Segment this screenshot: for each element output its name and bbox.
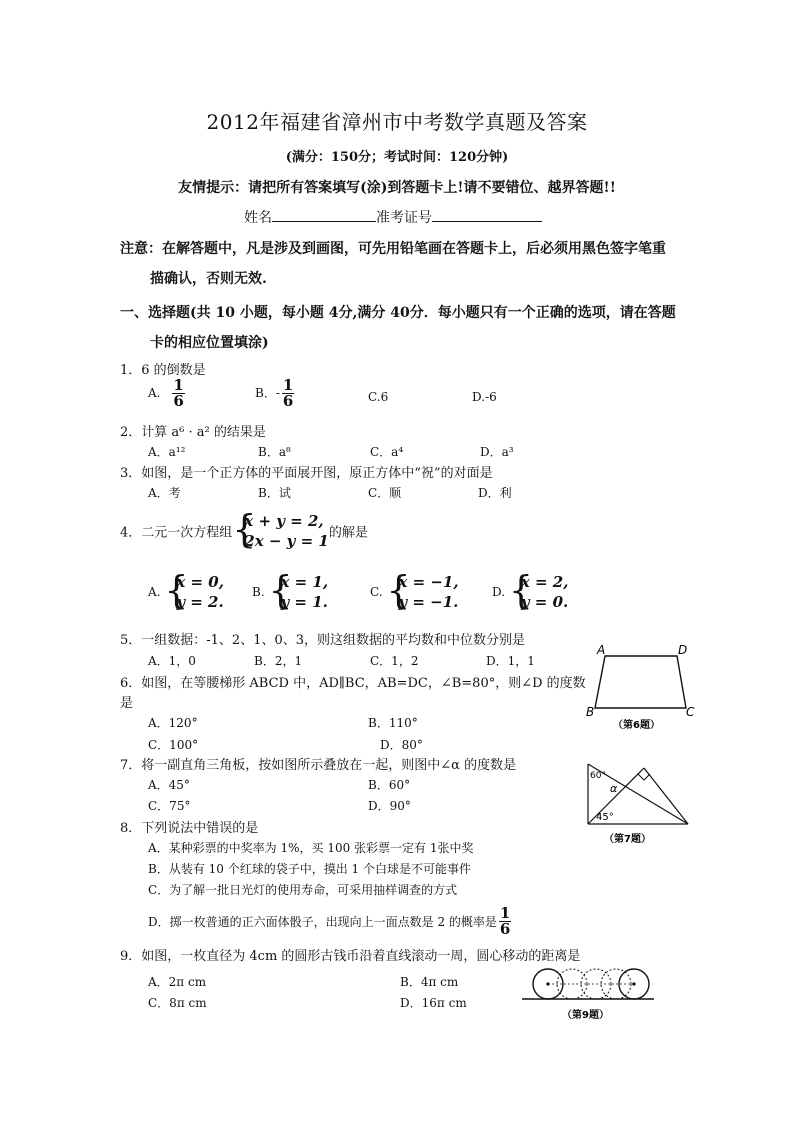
point-d-label: D bbox=[678, 643, 688, 657]
option-system bbox=[508, 568, 569, 612]
q1-option-d: D.-6 bbox=[472, 390, 497, 404]
q9-option-d: D．16π cm bbox=[400, 996, 467, 1010]
brace-icon: { bbox=[268, 568, 293, 612]
fraction-denominator: 6 bbox=[173, 392, 184, 410]
q5-stem: 5．一组数据：-1、2、1、0、3，则这组数据的平均数和中位数分别是 bbox=[120, 633, 526, 648]
option-system bbox=[268, 568, 329, 612]
option-system bbox=[164, 568, 224, 612]
page-title: 2012年福建省漳州市中考数学真题及答案 bbox=[206, 110, 588, 134]
fraction-denominator: 6 bbox=[282, 392, 294, 410]
q6-option-d: D．80° bbox=[380, 738, 423, 752]
q3-option-c: C．顺 bbox=[368, 486, 402, 500]
q2-option-d: D．a³ bbox=[480, 445, 514, 459]
option-label: D. bbox=[492, 585, 506, 599]
q6-option-b: B．110° bbox=[368, 716, 418, 730]
q8-option-d bbox=[148, 906, 511, 937]
brace-icon: { bbox=[386, 568, 411, 612]
fraction-numerator: 1 bbox=[499, 904, 511, 922]
q4-option-c bbox=[370, 568, 459, 612]
angle-60-label: 60° bbox=[590, 771, 606, 781]
q1-b-fraction bbox=[282, 378, 294, 409]
q8-stem: 8．下列说法中错误的是 bbox=[120, 821, 259, 836]
q7-stem: 7．将一副直角三角板，按如图所示叠放在一起，则图中∠α 的度数是 bbox=[120, 758, 517, 773]
q5-option-c: C．1，2 bbox=[370, 654, 419, 668]
option-line-1: x = 1, bbox=[280, 573, 329, 591]
notice-line-1: 注意：在解答题中，凡是涉及到画图，可先用铅笔画在答题卡上，后必须用黑色签字笔重 bbox=[120, 241, 666, 257]
q2-option-a: A．a¹² bbox=[148, 445, 186, 459]
exam-info: (满分：150分；考试时间：120分钟) bbox=[285, 150, 509, 165]
q4-stem-suffix: 的解是 bbox=[328, 525, 368, 541]
right-angle-mark bbox=[638, 774, 650, 780]
trapezoid-shape bbox=[595, 656, 686, 708]
q6-option-c: C．100° bbox=[148, 738, 199, 752]
q1-b-label: B．- bbox=[255, 386, 280, 400]
q9-rolling-coin-figure bbox=[520, 964, 660, 1024]
brace-icon: { bbox=[164, 568, 189, 612]
option-label: B. bbox=[252, 585, 265, 599]
q8-option-c: C．为了解一批日光灯的使用寿命，可采用抽样调查的方式 bbox=[148, 883, 458, 897]
name-blank bbox=[272, 207, 376, 222]
q1-option-b bbox=[255, 378, 294, 409]
fraction-numerator: 1 bbox=[282, 376, 294, 394]
name-id-line bbox=[244, 207, 542, 227]
q7-option-a: A．45° bbox=[148, 778, 190, 792]
option-line-2: y = 2. bbox=[176, 593, 224, 611]
q8-option-b: B．从装有 10 个红球的袋子中，摸出 1 个白球是不可能事件 bbox=[148, 862, 471, 876]
q9-stem: 9．如图，一枚直径为 4cm 的圆形古钱币沿着直线滚动一周，圆心移动的距离是 bbox=[120, 949, 581, 964]
option-line-2: y = 0. bbox=[520, 593, 569, 611]
id-blank bbox=[432, 207, 542, 222]
q4-option-a bbox=[148, 568, 224, 612]
q1-option-c: C.6 bbox=[368, 390, 389, 404]
q6-stem-cont: 是 bbox=[120, 696, 134, 711]
q9-option-b: B．4π cm bbox=[400, 975, 459, 989]
q9-option-a: A．2π cm bbox=[148, 975, 207, 989]
option-label: C. bbox=[370, 585, 383, 599]
option-line-1: x = 0, bbox=[176, 573, 224, 591]
notice-line-2: 描确认，否则无效. bbox=[150, 271, 267, 287]
q7-set-squares-figure bbox=[582, 758, 697, 848]
q5-option-d: D．1，1 bbox=[486, 654, 535, 668]
brace-icon: { bbox=[508, 568, 534, 612]
leg-45 bbox=[644, 768, 688, 824]
q5-option-b: B．2，1 bbox=[254, 654, 303, 668]
q4-equation-1: x + y = 2, bbox=[244, 512, 324, 530]
q6-stem: 6．如图，在等腰梯形 ABCD 中，AD∥BC，AB=DC，∠B=80°，则∠D 的度数 bbox=[120, 676, 586, 691]
q4-stem-prefix: 4．二元一次方程组 bbox=[120, 525, 233, 541]
q2-option-b: B．a⁸ bbox=[258, 445, 291, 459]
q9-option-c: C．8π cm bbox=[148, 996, 207, 1010]
point-c-label: C bbox=[686, 705, 695, 719]
option-line-2: y = 1. bbox=[280, 593, 328, 611]
option-label: A. bbox=[148, 585, 161, 599]
q7-option-b: B．60° bbox=[368, 778, 411, 792]
id-label: 准考证号 bbox=[376, 210, 432, 226]
q1-option-a bbox=[148, 378, 185, 409]
q8-d-text: D．掷一枚普通的正六面体骰子，出现向上一面点数是 2 的概率是 bbox=[148, 915, 497, 929]
q8-option-a: A．某种彩票的中奖率为 1%，买 100 张彩票一定有 1张中奖 bbox=[148, 841, 474, 855]
q7-option-d: D．90° bbox=[368, 799, 411, 813]
q4-equation-system bbox=[232, 507, 329, 551]
q5-option-a: A．1，0 bbox=[148, 654, 196, 668]
figure-caption: （第7题） bbox=[604, 834, 651, 845]
fraction-denominator: 6 bbox=[499, 920, 511, 938]
angle-45-label: 45° bbox=[596, 812, 614, 823]
q6-trapezoid-figure bbox=[585, 640, 700, 735]
q1-stem: 1．6 的倒数是 bbox=[120, 363, 206, 378]
q3-option-b: B．试 bbox=[258, 486, 291, 500]
figure-caption: （第9题） bbox=[562, 1010, 609, 1021]
option-line-2: y = −1. bbox=[398, 593, 459, 611]
name-label: 姓名 bbox=[244, 210, 272, 226]
q4-option-b bbox=[252, 568, 329, 612]
friendly-tip: 友情提示：请把所有答案填写(涂)到答题卡上!请不要错位、越界答题!! bbox=[178, 180, 616, 196]
q3-option-d: D．利 bbox=[478, 486, 512, 500]
q8-d-fraction bbox=[499, 906, 511, 937]
q4-equation-2: 2x − y = 1 bbox=[244, 532, 329, 550]
option-line-1: x = 2, bbox=[520, 573, 569, 591]
point-b-label: B bbox=[586, 705, 595, 719]
point-a-label: A bbox=[597, 643, 606, 657]
figure-caption: （第6题） bbox=[613, 720, 660, 731]
q7-option-c: C．75° bbox=[148, 799, 191, 813]
q1-a-label: A. bbox=[148, 386, 161, 400]
fraction-numerator: 1 bbox=[173, 376, 184, 394]
angle-alpha-label: α bbox=[610, 782, 618, 795]
q3-stem: 3．如图，是一个正方体的平面展开图，原正方体中“祝”的对面是 bbox=[120, 466, 493, 481]
q3-option-a: A．考 bbox=[148, 486, 181, 500]
q4-option-d bbox=[492, 568, 569, 612]
q2-stem: 2．计算 a⁶ · a² 的结果是 bbox=[120, 425, 266, 440]
section-heading-cont: 卡的相应位置填涂) bbox=[150, 335, 269, 351]
option-line-1: x = −1, bbox=[398, 573, 459, 591]
q6-option-a: A．120° bbox=[148, 716, 198, 730]
option-system bbox=[386, 568, 459, 612]
q2-option-c: C．a⁴ bbox=[370, 445, 404, 459]
section-heading: 一、选择题(共 10 小题，每小题 4分,满分 40分．每小题只有一个正确的选项，请在答题 bbox=[120, 305, 676, 321]
q1-a-fraction bbox=[172, 378, 184, 409]
q4-stem bbox=[120, 507, 368, 551]
brace-icon: { bbox=[232, 507, 257, 551]
